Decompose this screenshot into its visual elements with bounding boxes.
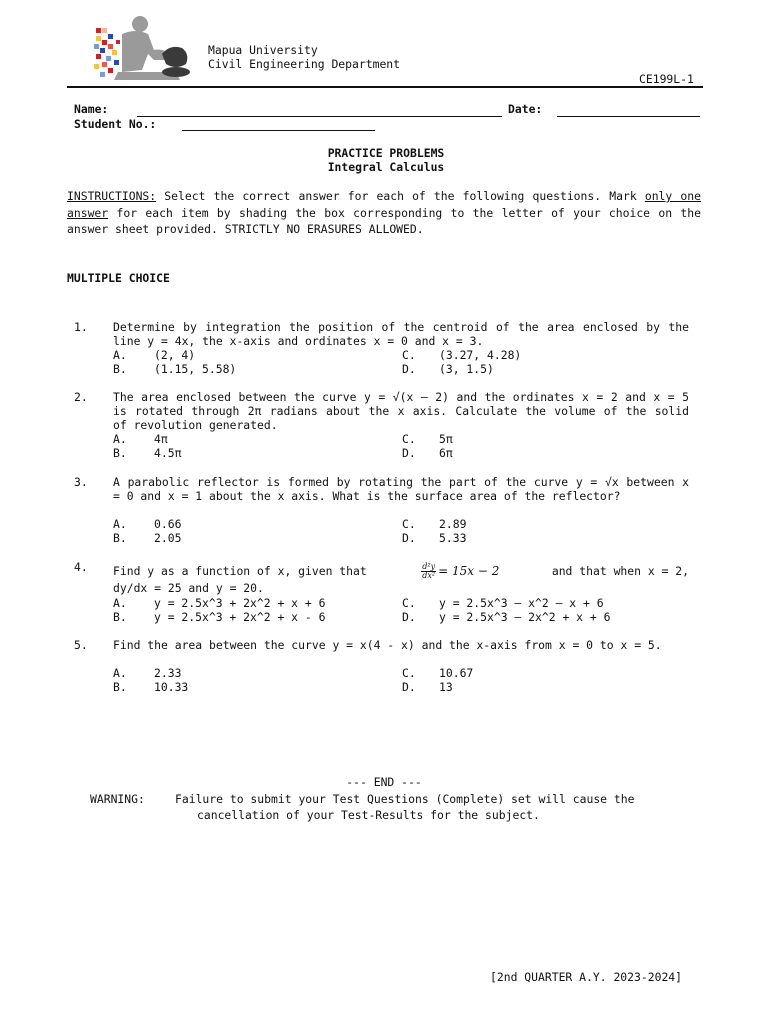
option-letter: A. (113, 666, 127, 680)
date-field[interactable] (557, 116, 700, 117)
option-letter: B. (113, 610, 127, 624)
option-letter: D. (402, 680, 416, 694)
option-letter: C. (402, 517, 416, 531)
question-stem: Determine by integration the position of the centroid of the area enclosed by the line y = 4x, the x-axis and ordinates x = 0 and x = 3. (113, 320, 689, 348)
second-derivative-fraction (421, 563, 436, 580)
doc-title: PRACTICE PROBLEMS (327, 146, 445, 160)
question-stem: A parabolic reflector is formed by rotating the part of the curve y = √x between x = 0 and x = 1 about the x axis. What is the surface area of the reflector? (113, 475, 689, 503)
option-value: 6π (439, 446, 453, 460)
option-value: y = 2.5x^3 + 2x^2 + x - 6 (154, 610, 326, 624)
fraction-numerator: d²y (422, 561, 436, 571)
student-no-field[interactable] (182, 130, 375, 131)
instructions-text-2: for each item by shading the box corresponding to the letter of your choice on the answer sheet provided. STRICTLY NO ERASURES ALLOWED. (67, 205, 701, 237)
option-letter: C. (402, 432, 416, 446)
option-letter: D. (402, 362, 416, 376)
question-stem: Find the area between the curve y = x(4 - x) and the x-axis from x = 0 to x = 5. (113, 638, 662, 652)
option-value: (2, 4) (154, 348, 196, 362)
student-no-label: Student No.: (74, 117, 157, 131)
option-value: y = 2.5x^3 – x^2 – x + 6 (439, 596, 604, 610)
option-letter: B. (113, 531, 127, 545)
option-letter: C. (402, 596, 416, 610)
option-value: y = 2.5x^3 – 2x^2 + x + 6 (439, 610, 611, 624)
header-divider (67, 86, 703, 88)
question-number: 5. (74, 638, 88, 652)
instructions-text-1: Select the correct answer for each of the following questions. Mark (156, 189, 645, 203)
option-letter: D. (402, 531, 416, 545)
option-value: 2.89 (439, 517, 467, 531)
question-number: 4. (74, 560, 88, 574)
option-value: 13 (439, 680, 453, 694)
option-value: y = 2.5x^3 + 2x^2 + x + 6 (154, 596, 326, 610)
option-letter: C. (402, 348, 416, 362)
course-code: CE199L-1 (639, 72, 694, 86)
instructions-emphasis: only one answer (67, 189, 701, 220)
department-name: Civil Engineering Department (208, 57, 401, 71)
option-value: 4.5π (154, 446, 182, 460)
name-field[interactable] (137, 116, 502, 117)
option-value: 10.33 (154, 680, 189, 694)
option-letter: A. (113, 348, 127, 362)
option-value: 10.67 (439, 666, 474, 680)
option-value: (3.27, 4.28) (439, 348, 522, 362)
option-letter: D. (402, 446, 416, 460)
derivative-expression (419, 563, 499, 580)
name-label: Name: (74, 102, 109, 116)
option-value: 5.33 (439, 531, 467, 545)
section-title: MULTIPLE CHOICE (67, 271, 170, 285)
instructions (67, 188, 701, 238)
question-number: 1. (74, 320, 88, 334)
stem-text: Find y as a function of x, given that (113, 564, 367, 578)
option-letter: B. (113, 680, 127, 694)
warning-text-line1: Failure to submit your Test Questions (Complete) set will cause the (175, 792, 635, 806)
equation-rhs: = 15x − 2 (438, 563, 500, 578)
option-value: 2.05 (154, 531, 182, 545)
option-letter: A. (113, 432, 127, 446)
doc-subtitle: Integral Calculus (327, 160, 445, 174)
option-value: 0.66 (154, 517, 182, 531)
question-number: 2. (74, 390, 88, 404)
option-value: (3, 1.5) (439, 362, 494, 376)
fraction-denominator: dx² (422, 570, 436, 580)
option-value: 5π (439, 432, 453, 446)
question-stem (113, 560, 689, 582)
option-letter: A. (113, 517, 127, 531)
question-number: 3. (74, 475, 88, 489)
option-value: 2.33 (154, 666, 182, 680)
end-marker: --- END --- (346, 775, 422, 789)
university-name: Mapua University (208, 43, 318, 57)
university-logo (92, 14, 197, 82)
option-letter: D. (402, 610, 416, 624)
question-stem-line2: dy/dx = 25 and y = 20. (113, 581, 264, 595)
option-letter: C. (402, 666, 416, 680)
warning-text-line2: cancellation of your Test-Results for the subject. (197, 808, 540, 822)
option-value: (1.15, 5.58) (154, 362, 237, 376)
warning-label: WARNING: (90, 792, 145, 806)
question-stem: The area enclosed between the curve y = √(x – 2) and the ordinates x = 2 and x = 5 is rotated through 2π radians about the x axis. Calculate the volume of the solid of revolution generated. (113, 390, 689, 432)
stem-text: and that when x = 2, (551, 564, 689, 578)
quarter-label: [2nd QUARTER A.Y. 2023-2024] (490, 970, 683, 984)
option-letter: B. (113, 362, 127, 376)
option-letter: A. (113, 596, 127, 610)
option-value: 4π (154, 432, 168, 446)
instructions-label: INSTRUCTIONS: (67, 189, 157, 203)
date-label: Date: (508, 102, 543, 116)
option-letter: B. (113, 446, 127, 460)
